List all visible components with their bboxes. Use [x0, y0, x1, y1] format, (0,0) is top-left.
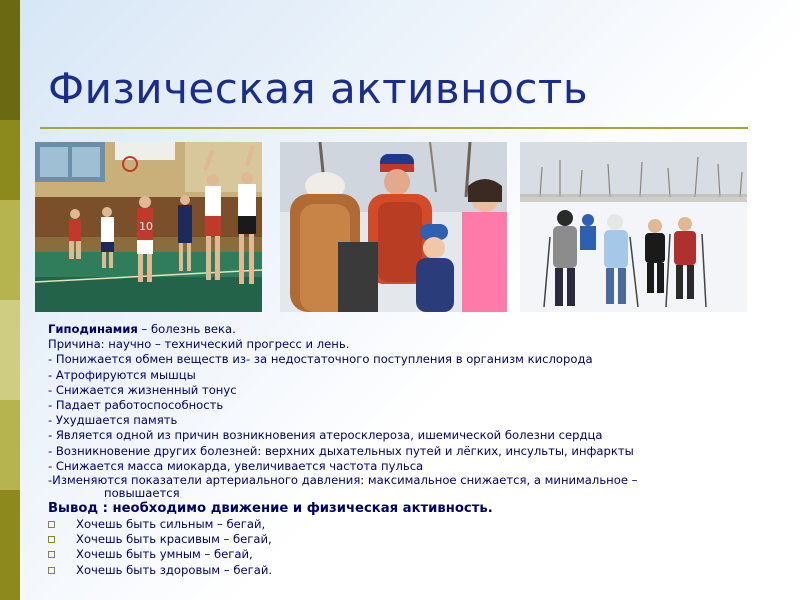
skiing-group-photo	[520, 142, 747, 312]
text-line: - Снижается жизненный тонус	[48, 382, 237, 397]
list-item-text: Хочешь быть сильным – бегай,	[76, 517, 266, 532]
conclusion-line: Вывод : необходимо движение и физическая активность.	[48, 501, 493, 517]
title-underline	[40, 127, 748, 129]
slide-body	[48, 322, 748, 578]
list-item	[48, 517, 748, 532]
text-line: - Возникновение других болезней: верхних дыхательных путей и лёгких, инсульты, инфаркты	[48, 443, 634, 458]
text-line: - Ухудшается память	[48, 413, 178, 428]
text-line-continuation: повышается	[104, 486, 180, 501]
list-item-text: Хочешь быть здоровым – бегай.	[76, 562, 273, 577]
side-bar-segment	[0, 300, 20, 400]
text-line: - Падает работоспособность	[48, 398, 224, 413]
winter-people-photo	[280, 142, 507, 312]
side-bar-segment	[0, 120, 20, 200]
side-bar-segment	[0, 490, 20, 600]
list-item	[48, 563, 748, 578]
text-line: - Является одной из причин возникновения атеросклероза, ишемической болезни сердца	[48, 428, 603, 443]
text-line: - Понижается обмен веществ из- за недостаточного поступления в организм кислорода	[48, 352, 593, 367]
bullet-list	[48, 517, 748, 578]
list-item-text: Хочешь быть красивым – бегай,	[76, 532, 272, 547]
intro-term: Гиподинамия	[48, 322, 138, 336]
side-bar-segment	[0, 200, 20, 300]
side-bar-segment	[0, 0, 20, 120]
text-line: - Атрофируются мышцы	[48, 367, 196, 382]
side-decoration-bar	[0, 0, 20, 600]
text-line: - Снижается масса миокарда, увеличивается частота пульса	[48, 458, 424, 473]
square-bullet-icon	[48, 536, 55, 543]
text-line: -Изменяются показатели артериального давления: максимальное снижается, а минимальное –	[48, 473, 638, 488]
intro-rest: – болезнь века.	[137, 322, 236, 336]
list-item	[48, 547, 748, 562]
list-item	[48, 532, 748, 547]
intro-line	[48, 322, 748, 337]
basketball-gym-photo	[35, 142, 262, 312]
side-bar-segment	[0, 400, 20, 490]
square-bullet-icon	[48, 551, 55, 558]
svg-text:10: 10	[139, 220, 153, 233]
text-line: Причина: научно – технический прогресс и лень.	[48, 337, 350, 352]
slide-title: Физическая активность	[48, 64, 589, 113]
square-bullet-icon	[48, 521, 55, 528]
list-item-text: Хочешь быть умным – бегай,	[76, 547, 253, 562]
square-bullet-icon	[48, 567, 55, 574]
